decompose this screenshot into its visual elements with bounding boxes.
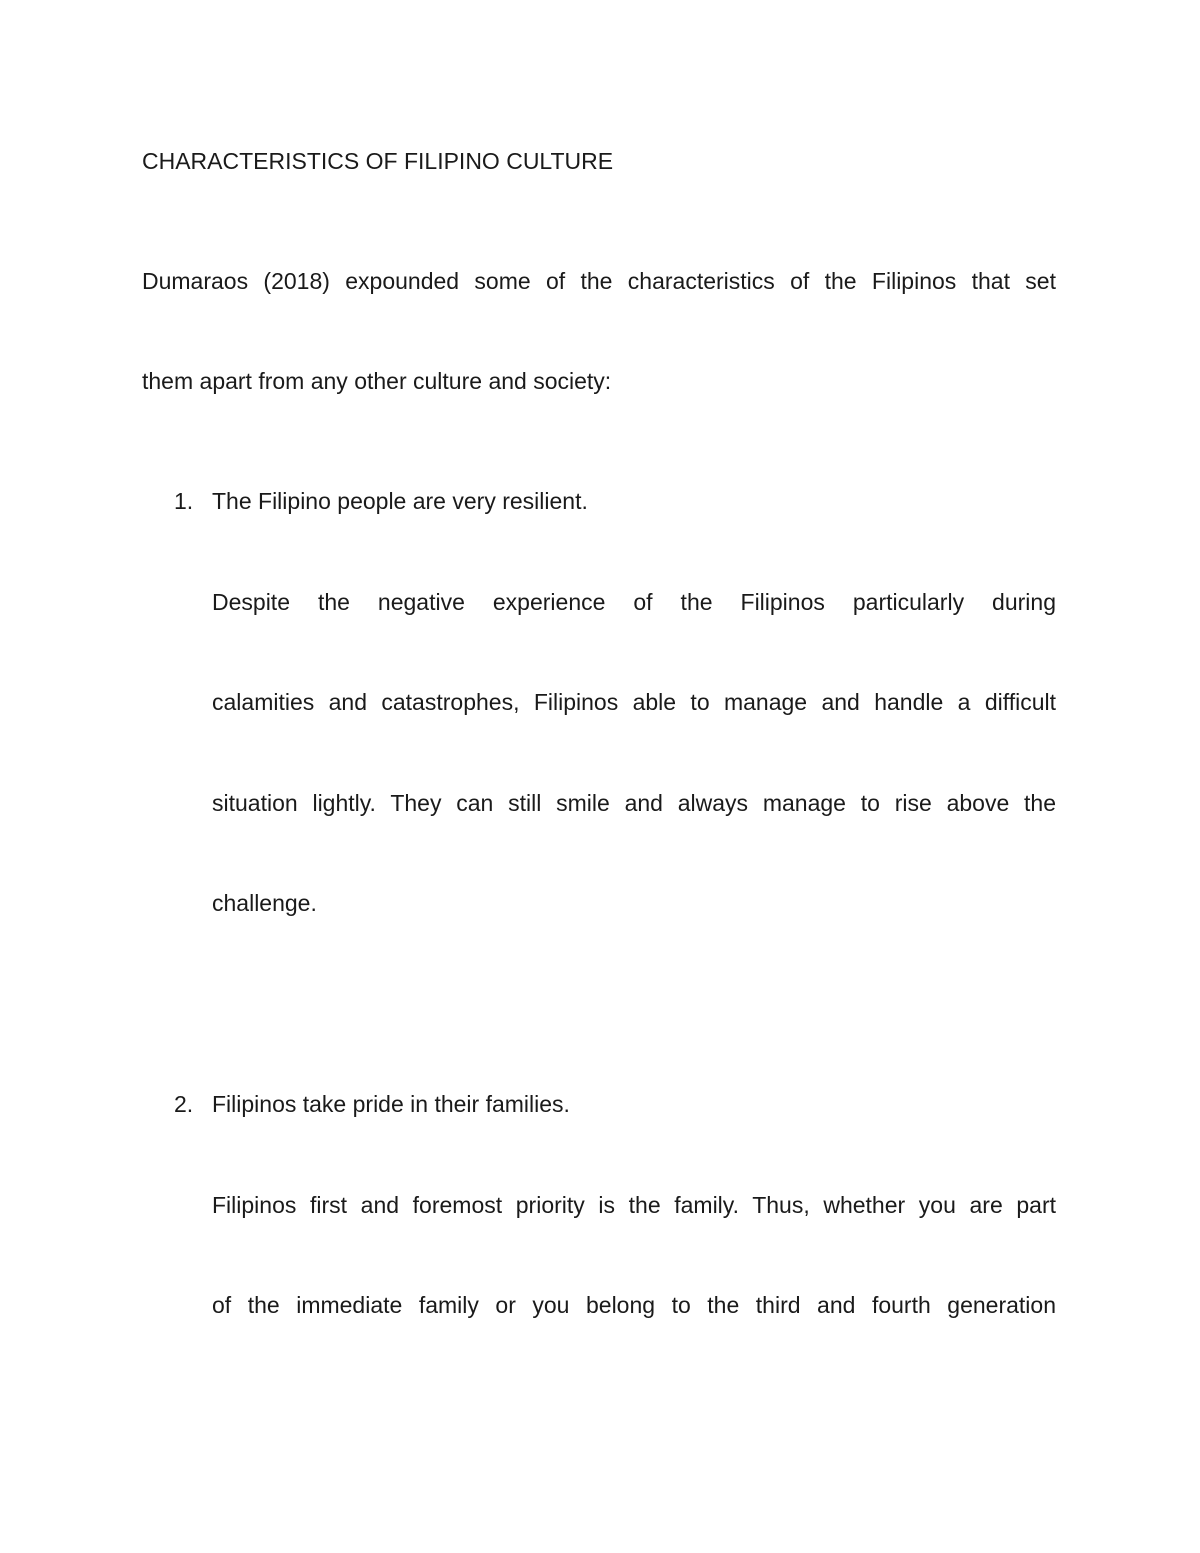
intro-paragraph-line-1: Dumaraos (2018) expounded some of the characteristics of the Filipinos that set [142,268,1056,294]
list-item-1-line-4: challenge. [212,890,317,916]
list-item-heading-1: The Filipino people are very resilient. [212,488,588,514]
list-item-number-1: 1. [174,488,194,514]
document-title: CHARACTERISTICS OF FILIPINO CULTURE [142,148,614,174]
list-item-1-line-3: situation lightly. They can still smile and always manage to rise above the [212,790,1056,816]
list-item-heading-2: Filipinos take pride in their families. [212,1091,570,1117]
intro-paragraph-line-2: them apart from any other culture and society: [142,368,612,394]
list-item-2-line-1: Filipinos first and foremost priority is the family. Thus, whether you are part [212,1192,1056,1218]
list-item-1-line-1: Despite the negative experience of the Filipinos particularly during [212,589,1056,615]
list-item-1-line-2: calamities and catastrophes, Filipinos able to manage and handle a difficult [212,689,1056,715]
list-item-2-line-2: of the immediate family or you belong to the third and fourth generation [212,1292,1056,1318]
list-item-number-2: 2. [174,1091,194,1117]
